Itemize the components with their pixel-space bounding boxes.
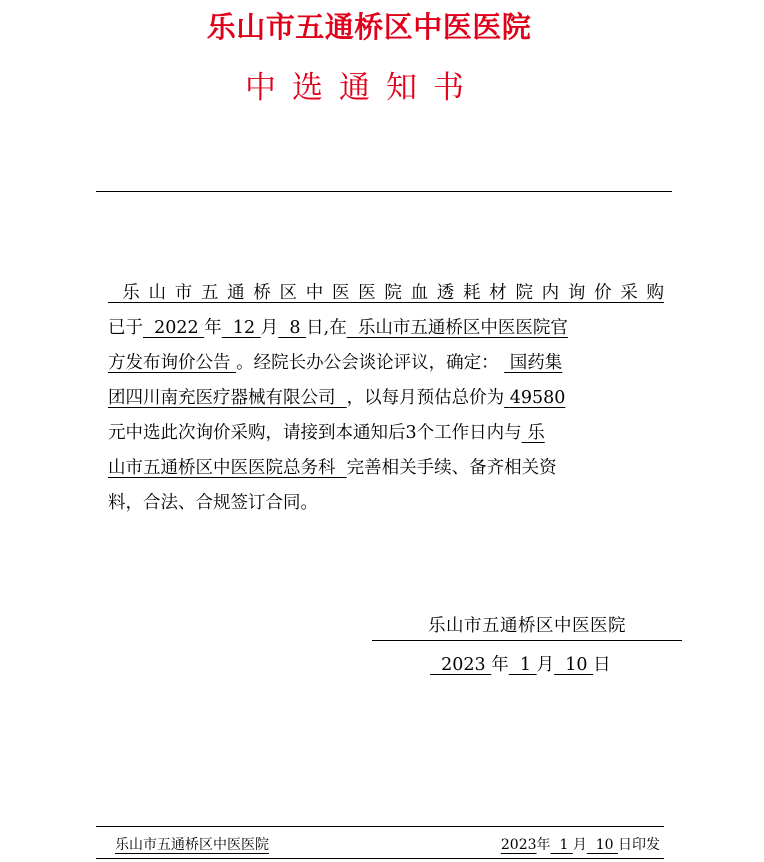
department: 乐 xyxy=(527,423,545,443)
supplier-name: 国药集 xyxy=(509,353,563,373)
body-line-4: 团四川南充医疗器械有限公司 ，以每月预估总价为 49580 xyxy=(108,388,566,408)
footer-divider-bottom xyxy=(96,858,664,859)
signature-date: 2023 年 1 月 10 日 xyxy=(430,648,611,682)
bid-year: 2022 xyxy=(154,318,199,338)
signature-year: 2023 xyxy=(441,655,486,675)
notice-body xyxy=(108,276,664,521)
monthly-price: 49580 xyxy=(509,388,566,408)
publish-place-cont: 方发布询价公告 xyxy=(108,353,231,373)
signature-month: 1 xyxy=(519,655,532,675)
body-line-5: 元中选此次询价采购，请接到本通知后3个工作日内与 乐 xyxy=(108,423,545,443)
project-name: 乐山市五通桥区中医医院血透耗材院内询价采购 xyxy=(122,283,664,303)
body-line-1 xyxy=(108,276,664,311)
working-days: 3 xyxy=(405,423,417,443)
hospital-title: 乐山市五通桥区中医医院 xyxy=(206,10,532,44)
bid-day: 8 xyxy=(289,318,301,338)
footer-day: 10 xyxy=(595,837,614,853)
footer-year: 2023 xyxy=(500,837,537,853)
bid-month: 12 xyxy=(232,318,256,338)
notice-title: 中选通知书 xyxy=(245,70,480,106)
body-line-6: 山市五通桥区中医医院总务科 完善相关手续、备齐相关资 xyxy=(108,458,557,478)
footer-divider-top xyxy=(96,826,664,827)
header-divider xyxy=(96,191,672,192)
signature-day: 10 xyxy=(565,655,588,675)
signature-org: 乐山市五通桥区中医医院 xyxy=(372,612,682,641)
footer-month: 1 xyxy=(559,837,569,853)
publish-place: 乐山市五通桥区中医医院官 xyxy=(357,318,568,338)
supplier-name-cont: 团四川南充医疗器械有限公司 xyxy=(108,388,336,408)
body-line-7: 料，合法、合规签订合同。 xyxy=(108,493,318,513)
footer-org: 乐山市五通桥区中医医院 xyxy=(115,837,269,853)
department-cont: 山市五通桥区中医医院总务科 xyxy=(108,458,336,478)
body-line-2: 已于 2022 年 12 月 8 日,在 乐山市五通桥区中医医院官 xyxy=(108,318,568,338)
body-line-3: 方发布询价公告 。经院长办公会谈论评议，确定： 国药集 xyxy=(108,353,563,373)
footer-date: 2023年 1 月 10 日印发 xyxy=(500,837,660,853)
